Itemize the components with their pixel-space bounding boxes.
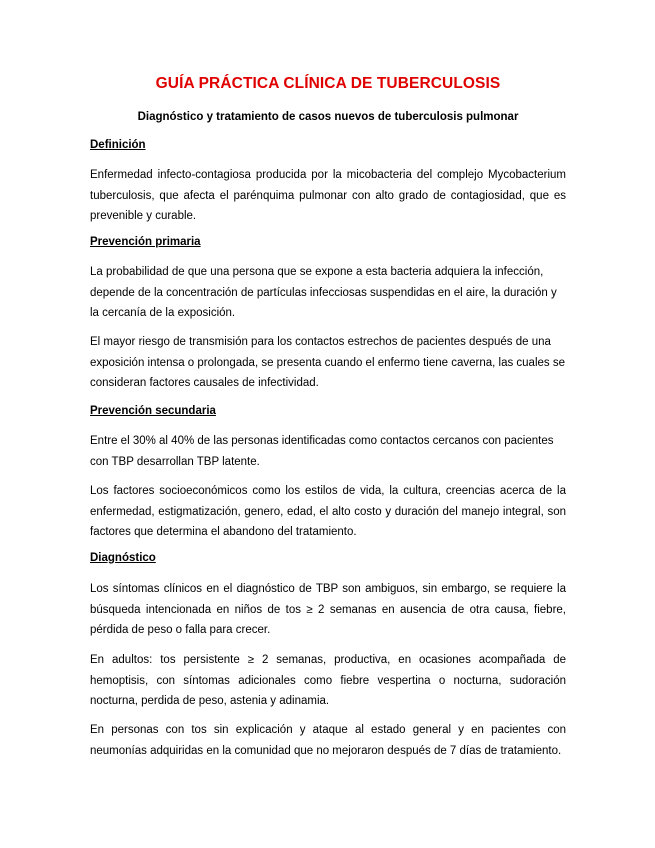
paragraph: Enfermedad infecto-contagiosa producida por la micobacteria del complejo Mycobacterium tuberculosis, que afecta el parénquima pulmonar con alto grado de contagiosidad, que es prevenible y curable. (90, 169, 566, 222)
paragraph: Los factores socioeconómicos como los estilos de vida, la cultura, creencias acerca de la enfermedad, estigmatización, genero, edad, el alto costo y duración del manejo integral, son factores que determina el abandono del tratamiento. (90, 485, 566, 538)
document-subtitle: Diagnóstico y tratamiento de casos nuevos de tuberculosis pulmonar (137, 111, 519, 123)
section-heading-prevencion-secundaria: Prevención secundaria (90, 405, 216, 417)
section-heading-prevencion-primaria: Prevención primaria (90, 236, 201, 248)
paragraph: La probabilidad de que una persona que se expone a esta bacteria adquiera la infección, depende de la concentración de partículas infecciosas suspendidas en el aire, la duración y la cercanía de la exposición. (90, 266, 557, 319)
section-heading-definicion: Definición (90, 139, 146, 151)
paragraph: El mayor riesgo de transmisión para los contactos estrechos de pacientes después de una exposición intensa o prolongada, se presenta cuando el enfermo tiene caverna, las cuales se consideran factores causales de infectividad. (90, 336, 565, 389)
document-title: GUÍA PRÁCTICA CLÍNICA DE TUBERCULOSIS (155, 75, 501, 92)
paragraph: En adultos: tos persistente ≥ 2 semanas, productiva, en ocasiones acompañada de hemoptisis, con síntomas adicionales como fiebre vespertina o nocturna, sudoración nocturna, perdida de peso, astenia y adinamia. (90, 654, 566, 707)
paragraph: En personas con tos sin explicación y ataque al estado general y en pacientes con neumonías adquiridas en la comunidad que no mejoraron después de 7 días de tratamiento. (90, 724, 566, 757)
paragraph: Entre el 30% al 40% de las personas identificadas como contactos cercanos con pacientes con TBP desarrollan TBP latente. (90, 435, 554, 468)
section-heading-diagnostico: Diagnóstico (90, 552, 156, 564)
paragraph: Los síntomas clínicos en el diagnóstico de TBP son ambiguos, sin embargo, se requiere la búsqueda intencionada en niños de tos ≥ 2 semanas en ausencia de otra causa, fiebre, pérdida de peso o falla para crecer. (90, 583, 566, 636)
